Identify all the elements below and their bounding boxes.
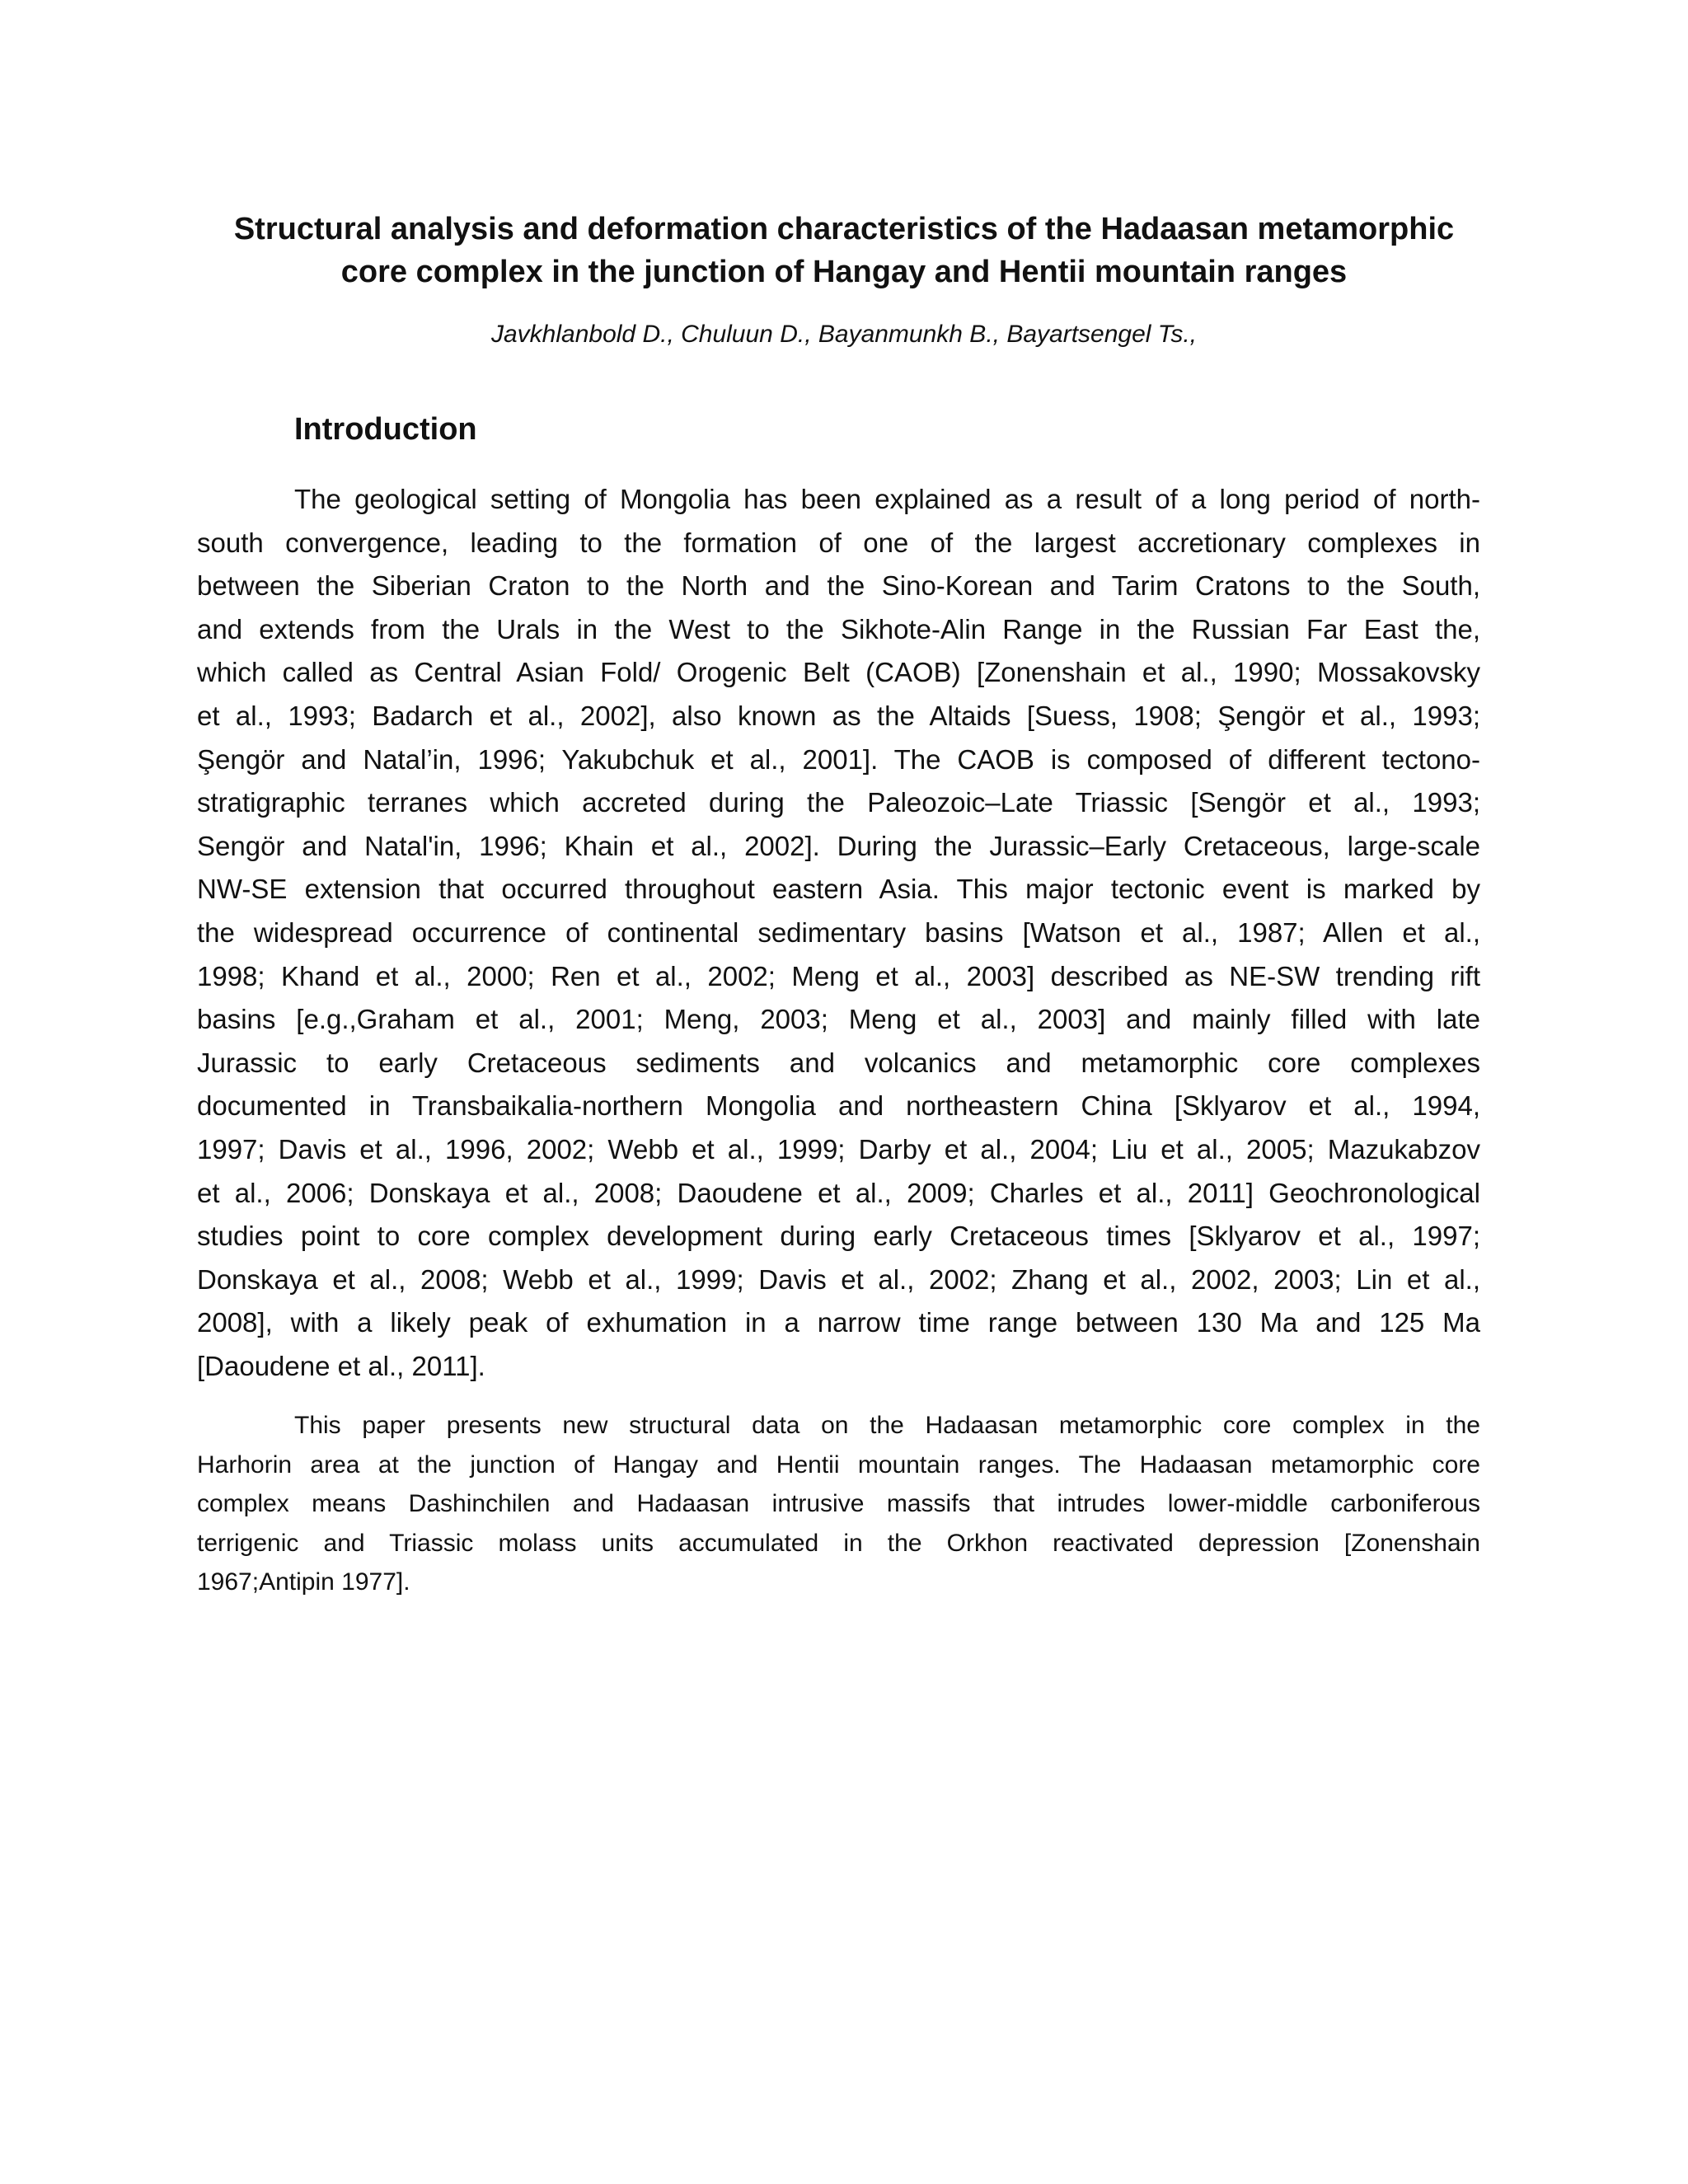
paragraph-line: 2008], with a likely peak of exhumation in a narrow time range between 130 Ma and 125 Ma	[197, 1307, 1480, 1338]
paragraph-line: et al., 2006; Donskaya et al., 2008; Daoudene et al., 2009; Charles et al., 2011] Geochronological	[197, 1177, 1480, 1208]
paragraph-line: Donskaya et al., 2008; Webb et al., 1999; Davis et al., 2002; Zhang et al., 2002, 2003; Lin et al.,	[197, 1263, 1480, 1295]
paragraph-line: documented in Transbaikalia-northern Mongolia and northeastern China [Sklyarov et al., 1994,	[197, 1090, 1480, 1122]
paragraph-line: NW-SE extension that occurred throughout eastern Asia. This major tectonic event is marked by	[197, 874, 1480, 905]
paragraph-line: The geological setting of Mongolia has been explained as a result of a long period of north-	[294, 484, 1480, 514]
paragraph-line: which called as Central Asian Fold/ Orogenic Belt (CAOB) [Zonenshain et al., 1990; Mossakovsky	[197, 657, 1480, 688]
section-heading-introduction: Introduction	[294, 412, 477, 447]
paragraph-line: 1967;Antipin 1977].	[197, 1568, 410, 1596]
paragraph-line: Sengör and Natal'in, 1996; Khain et al., 2002]. During the Jurassic–Early Cretaceous, large-scale	[197, 830, 1480, 861]
paper-title-line-1: Structural analysis and deformation characteristics of the Hadaasan metamorphic	[233, 212, 1455, 246]
author-list: Javkhlanbold D., Chuluun D., Bayanmunkh B., Bayartsengel Ts.,	[490, 321, 1198, 348]
paragraph-line: the widespread occurrence of continental sedimentary basins [Watson et al., 1987; Allen et al.,	[197, 916, 1480, 948]
paragraph-line: 1998; Khand et al., 2000; Ren et al., 2002; Meng et al., 2003] described as NE-SW trending rift	[197, 960, 1480, 991]
paragraph-line: Harhorin area at the junction of Hangay and Hentii mountain ranges. The Hadaasan metamorphic core	[197, 1451, 1480, 1479]
paragraph-line: terrigenic and Triassic molass units accumulated in the Orkhon reactivated depression [Zonenshain	[197, 1529, 1480, 1557]
paragraph-line: 1997; Davis et al., 1996, 2002; Webb et al., 1999; Darby et al., 2004; Liu et al., 2005; Mazukabzov	[197, 1133, 1480, 1165]
paragraph-line: and extends from the Urals in the West to the Sikhote-Alin Range in the Russian Far East the,	[197, 613, 1480, 644]
paper-title-line-2: core complex in the junction of Hangay and Hentii mountain ranges	[340, 255, 1348, 289]
paper-title	[165, 208, 1523, 293]
paragraph-line: Şengör and Natal’in, 1996; Yakubchuk et al., 2001]. The CAOB is composed of different tectono-	[197, 743, 1480, 775]
paragraph-line: basins [e.g.,Graham et al., 2001; Meng, 2003; Meng et al., 2003] and mainly filled with late	[197, 1004, 1480, 1035]
introduction-paragraph-2	[197, 1406, 1480, 1602]
paragraph-line: [Daoudene et al., 2011].	[197, 1350, 485, 1381]
paragraph-line: complex means Dashinchilen and Hadaasan intrusive massifs that intrudes lower-middle carboniferous	[197, 1490, 1480, 1518]
introduction-paragraph-1	[197, 478, 1480, 1388]
paragraph-line: south convergence, leading to the formation of one of the largest accretionary complexes in	[197, 527, 1480, 558]
paragraph-line: et al., 1993; Badarch et al., 2002], also known as the Altaids [Suess, 1908; Şengör et al., 1993;	[197, 700, 1480, 731]
paragraph-line: Jurassic to early Cretaceous sediments and volcanics and metamorphic core complexes	[197, 1047, 1480, 1078]
paragraph-line: stratigraphic terranes which accreted during the Paleozoic–Late Triassic [Sengör et al., 1993;	[197, 787, 1480, 818]
paragraph-line: This paper presents new structural data on the Hadaasan metamorphic core complex in the	[294, 1412, 1480, 1439]
paragraph-line: studies point to core complex development during early Cretaceous times [Sklyarov et al., 1997;	[197, 1221, 1480, 1252]
paragraph-line: between the Siberian Craton to the North and the Sino-Korean and Tarim Cratons to the South,	[197, 570, 1480, 602]
